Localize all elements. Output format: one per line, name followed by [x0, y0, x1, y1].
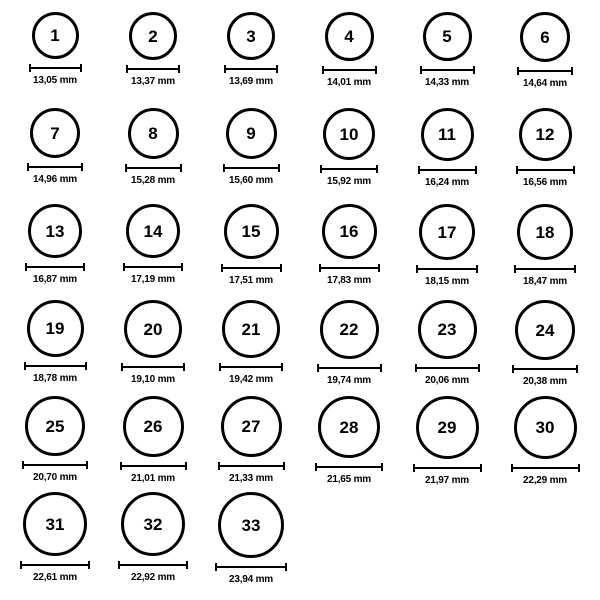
diameter-label: 19,42 mm	[229, 374, 273, 385]
diameter-label: 19,74 mm	[327, 375, 371, 386]
measure-bar	[27, 163, 83, 171]
diameter-label: 14,33 mm	[425, 77, 469, 88]
diameter-label: 21,65 mm	[327, 474, 371, 485]
diameter-label: 20,06 mm	[425, 375, 469, 386]
diameter-label: 21,33 mm	[229, 473, 273, 484]
ring-size-cell	[6, 396, 104, 492]
ring-circle	[419, 204, 475, 260]
measure-bar	[125, 164, 182, 172]
ring-size-cell	[496, 108, 594, 204]
diameter-measure-line	[224, 65, 278, 73]
measure-bar	[413, 464, 482, 472]
measure-bar	[415, 364, 480, 372]
ring-circle	[30, 108, 80, 158]
ring-size-cell	[496, 12, 594, 108]
diameter-label: 22,29 mm	[523, 475, 567, 486]
ring-size-number: 32	[143, 514, 163, 534]
ring-circle	[124, 300, 182, 358]
ring-size-number: 24	[535, 320, 555, 340]
diameter-label: 21,01 mm	[131, 473, 175, 484]
measure-bar	[320, 165, 378, 173]
measure-bar	[219, 363, 283, 371]
diameter-measure-line	[25, 263, 85, 271]
ring-size-cell	[496, 204, 594, 300]
diameter-label: 18,78 mm	[33, 373, 77, 384]
measure-bar	[22, 461, 88, 469]
ring-size-cell	[300, 108, 398, 204]
ring-circle	[323, 108, 375, 160]
diameter-label: 13,37 mm	[131, 76, 175, 87]
ring-size-cell	[6, 108, 104, 204]
ring-size-cell	[300, 396, 398, 492]
measure-bar	[223, 164, 280, 172]
ring-size-cell	[6, 492, 104, 588]
ring-circle	[227, 12, 275, 60]
ring-circle	[28, 204, 82, 258]
ring-circle	[23, 492, 87, 556]
diameter-measure-line	[121, 363, 185, 371]
ring-circle	[25, 396, 85, 456]
ring-circle	[129, 12, 177, 60]
diameter-label: 20,70 mm	[33, 472, 77, 483]
ring-size-cell	[104, 204, 202, 300]
diameter-measure-line	[420, 66, 475, 74]
ring-size-number: 22	[339, 320, 359, 339]
ring-circle	[128, 108, 179, 159]
ring-circle	[224, 204, 279, 259]
ring-size-cell	[6, 12, 104, 108]
ring-size-cell	[398, 300, 496, 396]
ring-circle	[222, 300, 280, 358]
measure-bar	[512, 365, 578, 373]
diameter-label: 22,61 mm	[33, 572, 77, 583]
ring-size-number: 21	[241, 319, 261, 339]
diameter-label: 13,69 mm	[229, 76, 273, 87]
ring-size-cell	[496, 396, 594, 492]
diameter-measure-line	[218, 462, 285, 470]
measure-bar	[319, 264, 380, 272]
measure-bar	[420, 66, 475, 74]
ring-size-number: 3	[246, 26, 256, 46]
ring-size-cell	[202, 108, 300, 204]
ring-size-grid	[6, 12, 594, 588]
ring-circle	[416, 396, 479, 459]
ring-size-cell	[300, 300, 398, 396]
ring-size-number: 14	[143, 221, 163, 241]
ring-circle	[520, 12, 570, 62]
diameter-label: 21,97 mm	[425, 475, 469, 486]
ring-size-cell	[202, 300, 300, 396]
diameter-label: 18,47 mm	[523, 276, 567, 287]
ring-size-number: 28	[339, 417, 359, 437]
ring-size-cell	[300, 12, 398, 108]
diameter-measure-line	[415, 364, 480, 372]
ring-size-number: 19	[45, 319, 65, 338]
measure-bar	[215, 563, 287, 571]
measure-bar	[118, 561, 188, 569]
measure-bar	[123, 263, 183, 271]
ring-circle	[418, 300, 477, 359]
ring-size-number: 7	[50, 123, 60, 143]
ring-size-number: 31	[45, 514, 65, 534]
diameter-measure-line	[221, 264, 282, 272]
diameter-label: 22,92 mm	[131, 572, 175, 583]
ring-size-number: 16	[339, 222, 359, 241]
diameter-label: 14,64 mm	[523, 78, 567, 89]
ring-size-number: 9	[246, 124, 256, 143]
ring-size-number: 2	[148, 26, 158, 46]
ring-circle	[318, 396, 380, 458]
ring-circle	[515, 300, 575, 360]
ring-size-number: 12	[535, 125, 555, 144]
diameter-measure-line	[120, 462, 187, 470]
measure-bar	[418, 166, 477, 174]
diameter-label: 17,19 mm	[131, 274, 175, 285]
measure-bar	[20, 561, 90, 569]
measure-bar	[120, 462, 187, 470]
diameter-label: 19,10 mm	[131, 374, 175, 385]
ring-circle	[322, 204, 377, 259]
ring-size-number: 8	[148, 124, 158, 143]
diameter-measure-line	[27, 163, 83, 171]
ring-size-number: 23	[437, 320, 457, 339]
measure-bar	[514, 265, 576, 273]
ring-circle	[121, 492, 185, 556]
ring-circle	[325, 12, 374, 61]
diameter-label: 15,60 mm	[229, 175, 273, 186]
ring-size-cell	[104, 492, 202, 588]
ring-circle	[421, 108, 474, 161]
ring-size-number: 18	[535, 222, 555, 242]
ring-size-number: 15	[241, 222, 261, 241]
diameter-measure-line	[123, 263, 183, 271]
diameter-label: 15,92 mm	[327, 176, 371, 187]
ring-size-number: 10	[339, 124, 359, 144]
ring-size-cell	[202, 396, 300, 492]
ring-size-cell	[6, 300, 104, 396]
diameter-label: 16,56 mm	[523, 177, 567, 188]
ring-size-number: 13	[45, 221, 65, 241]
ring-size-cell	[398, 396, 496, 492]
ring-size-cell	[202, 204, 300, 300]
ring-size-number: 11	[438, 125, 456, 144]
diameter-measure-line	[418, 166, 477, 174]
diameter-measure-line	[24, 362, 87, 370]
measure-bar	[322, 66, 377, 74]
diameter-measure-line	[118, 561, 188, 569]
ring-circle	[218, 492, 284, 558]
ring-size-cell	[6, 204, 104, 300]
ring-size-number: 5	[442, 27, 452, 46]
ring-circle	[123, 396, 184, 457]
measure-bar	[221, 264, 282, 272]
diameter-label: 16,24 mm	[425, 177, 469, 188]
ring-size-cell	[104, 396, 202, 492]
diameter-label: 20,38 mm	[523, 376, 567, 387]
diameter-label: 17,51 mm	[229, 275, 273, 286]
diameter-measure-line	[416, 265, 478, 273]
measure-bar	[517, 67, 573, 75]
measure-bar	[224, 65, 278, 73]
measure-bar	[24, 362, 87, 370]
diameter-measure-line	[512, 365, 578, 373]
ring-circle	[320, 300, 379, 359]
ring-size-number: 1	[50, 26, 60, 45]
ring-size-cell	[104, 12, 202, 108]
diameter-measure-line	[20, 561, 90, 569]
diameter-measure-line	[514, 265, 576, 273]
diameter-measure-line	[516, 166, 575, 174]
diameter-measure-line	[125, 164, 182, 172]
ring-size-cell	[104, 108, 202, 204]
diameter-measure-line	[29, 64, 82, 72]
ring-size-number: 4	[344, 27, 354, 46]
diameter-label: 14,96 mm	[33, 174, 77, 185]
diameter-label: 13,05 mm	[33, 75, 77, 86]
ring-circle	[126, 204, 180, 258]
diameter-label: 15,28 mm	[131, 175, 175, 186]
diameter-measure-line	[315, 463, 383, 471]
ring-size-cell	[398, 204, 496, 300]
ring-circle	[423, 12, 472, 61]
measure-bar	[315, 463, 383, 471]
ring-size-number: 33	[241, 515, 261, 535]
ring-size-number: 17	[437, 222, 457, 242]
ring-circle	[221, 396, 282, 457]
diameter-measure-line	[215, 563, 287, 571]
measure-bar	[516, 166, 575, 174]
diameter-measure-line	[223, 164, 280, 172]
diameter-measure-line	[320, 165, 378, 173]
ring-size-number: 29	[437, 418, 457, 437]
diameter-measure-line	[511, 464, 580, 472]
measure-bar	[126, 65, 180, 73]
measure-bar	[121, 363, 185, 371]
diameter-measure-line	[322, 66, 377, 74]
ring-circle	[27, 300, 84, 357]
measure-bar	[218, 462, 285, 470]
diameter-measure-line	[22, 461, 88, 469]
diameter-measure-line	[517, 67, 573, 75]
measure-bar	[511, 464, 580, 472]
diameter-label: 14,01 mm	[327, 77, 371, 88]
diameter-label: 23,94 mm	[229, 574, 273, 585]
ring-circle	[517, 204, 573, 260]
measure-bar	[29, 64, 82, 72]
ring-circle	[514, 396, 577, 459]
ring-size-cell	[104, 300, 202, 396]
measure-bar	[416, 265, 478, 273]
ring-size-cell	[398, 12, 496, 108]
ring-size-number: 6	[540, 27, 550, 47]
ring-size-cell	[202, 12, 300, 108]
ring-circle	[519, 108, 572, 161]
ring-circle	[226, 108, 277, 159]
ring-size-number: 27	[241, 417, 261, 436]
ring-size-cell	[496, 300, 594, 396]
diameter-measure-line	[219, 363, 283, 371]
diameter-label: 16,87 mm	[33, 274, 77, 285]
ring-circle	[32, 12, 79, 59]
ring-size-cell	[202, 492, 300, 588]
ring-size-number: 30	[535, 418, 555, 437]
ring-size-number: 26	[143, 417, 163, 436]
diameter-label: 18,15 mm	[425, 276, 469, 287]
diameter-measure-line	[126, 65, 180, 73]
diameter-measure-line	[319, 264, 380, 272]
diameter-label: 17,83 mm	[327, 275, 371, 286]
diameter-measure-line	[317, 364, 382, 372]
measure-bar	[25, 263, 85, 271]
diameter-measure-line	[413, 464, 482, 472]
ring-size-number: 20	[143, 319, 163, 339]
ring-size-cell	[300, 204, 398, 300]
measure-bar	[317, 364, 382, 372]
ring-size-cell	[398, 108, 496, 204]
ring-size-number: 25	[45, 416, 65, 436]
